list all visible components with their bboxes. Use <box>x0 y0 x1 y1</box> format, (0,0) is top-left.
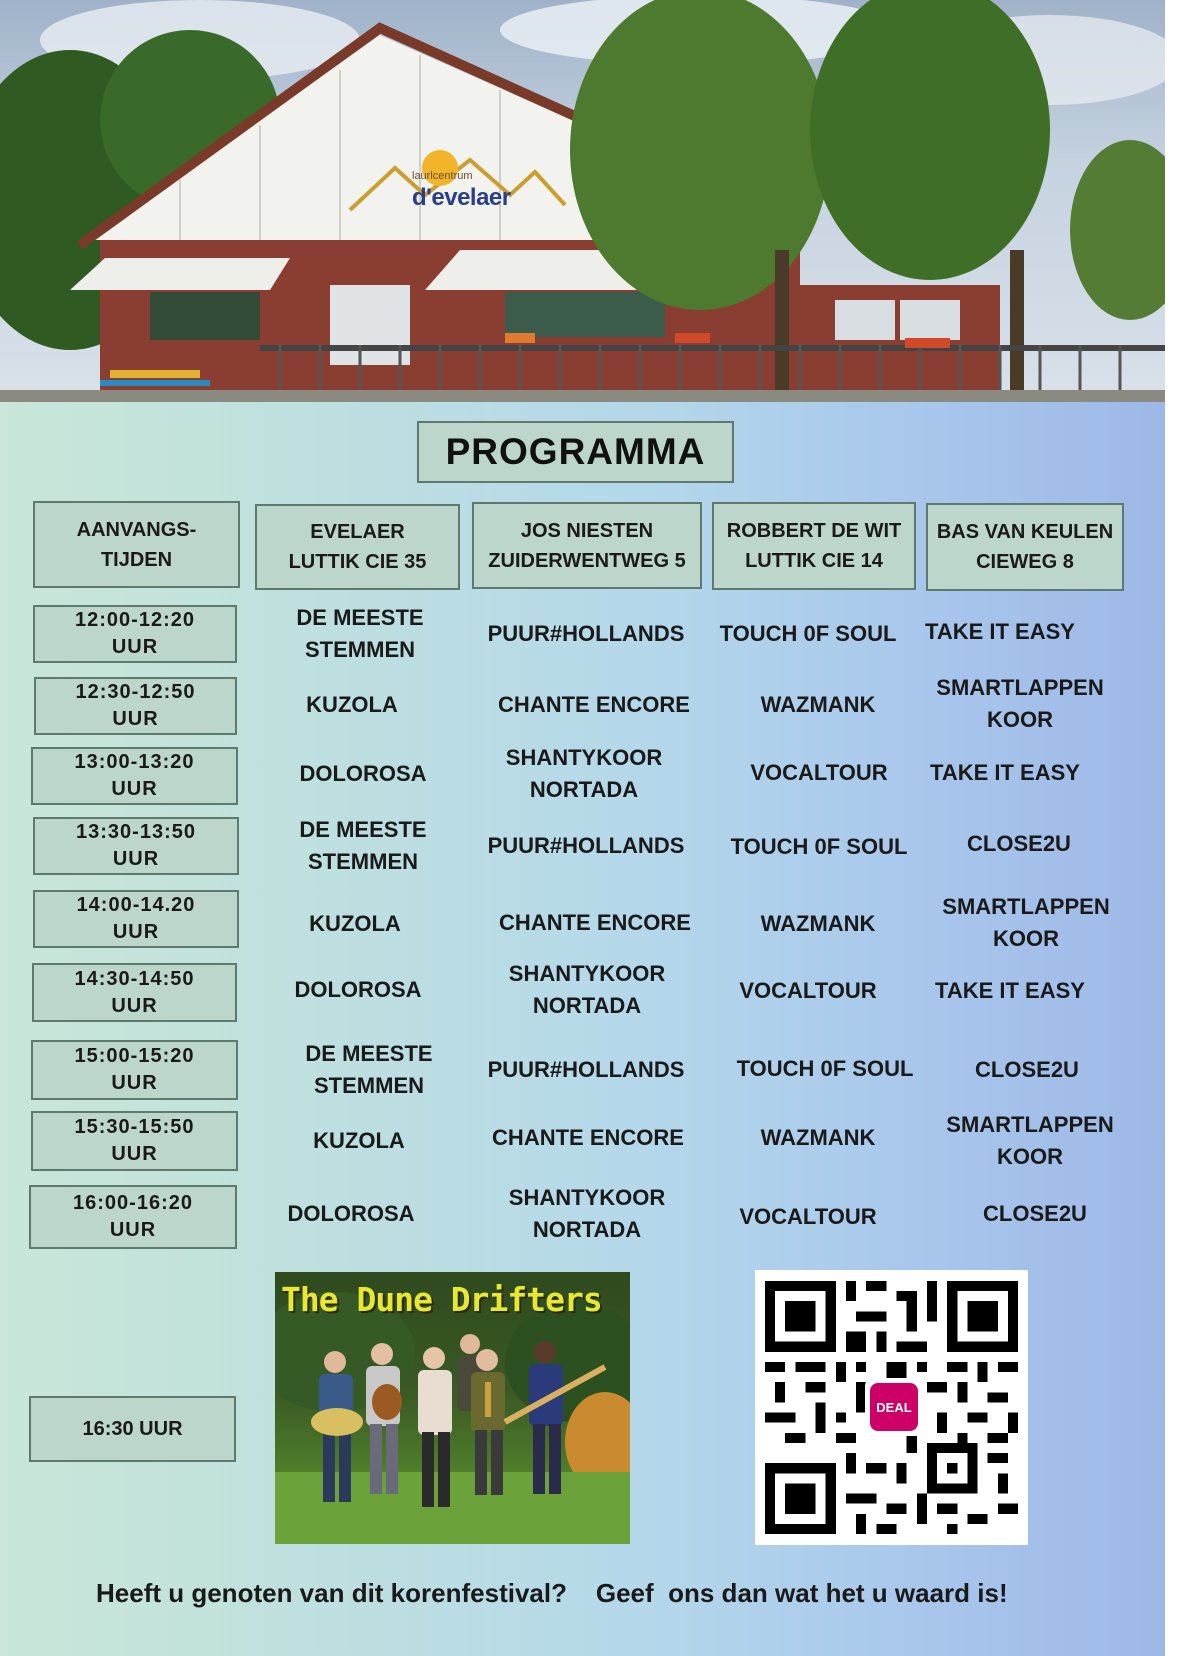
cell-line: VOCALTOUR <box>739 978 877 1003</box>
cell-line: CHANTE ENCORE <box>498 692 690 717</box>
schedule-cell <box>475 901 715 945</box>
finale-time: 16:30 UUR <box>82 1418 183 1440</box>
cell-line: KUZOLA <box>309 911 401 936</box>
header-line: ZUIDERWENTWEG 5 <box>488 549 686 572</box>
time-unit: UUR <box>111 636 159 658</box>
cell-line: SHANTYKOOR <box>508 961 666 986</box>
time-unit: UUR <box>111 778 158 800</box>
cell-line: STEMMEN <box>314 1073 424 1098</box>
cell-line: PUUR#HOLLANDS <box>487 1057 685 1082</box>
header-photo <box>0 0 1165 402</box>
schedule-cell <box>698 1116 938 1160</box>
cell-line: TAKE IT EASY <box>930 760 1080 785</box>
cell-line: SMARTLAPPEN <box>942 894 1110 919</box>
time-unit: UUR <box>112 921 160 943</box>
cell-line: KUZOLA <box>306 692 398 717</box>
logo-main-text: d'evelaer <box>412 184 511 211</box>
cell-line: DOLOROSA <box>299 761 427 786</box>
cell-line: PUUR#HOLLANDS <box>487 833 685 858</box>
cell-line: SMARTLAPPEN <box>936 675 1104 700</box>
time-slot <box>34 677 237 735</box>
schedule-cell <box>232 683 472 727</box>
time-range: 13:30-13:50 <box>76 821 196 843</box>
cell-line: WAZMANK <box>760 1125 876 1150</box>
time-range: 13:00-13:20 <box>74 751 195 773</box>
cell-line: KUZOLA <box>313 1128 405 1153</box>
schedule-cell <box>688 1195 928 1239</box>
schedule-cell <box>906 891 1146 955</box>
time-range: 15:30-15:50 <box>74 1116 195 1138</box>
cell-line: VOCALTOUR <box>750 760 888 785</box>
finale-time-box <box>29 1396 236 1462</box>
time-slot <box>31 1111 238 1171</box>
cell-line: CLOSE2U <box>967 831 1071 856</box>
header-line: LUTTIK CIE 35 <box>288 551 427 573</box>
cell-line: SHANTYKOOR <box>505 745 663 770</box>
cell-line: STEMMEN <box>305 637 415 662</box>
qr-code[interactable] <box>755 1270 1028 1545</box>
band-name: The Dune Drifters <box>281 1280 602 1319</box>
cell-line: TAKE IT EASY <box>925 619 1075 644</box>
cell-line: TOUCH 0F SOUL <box>719 621 897 646</box>
logo-small-text: laurlcentrum <box>412 170 473 182</box>
schedule-cell <box>235 902 475 946</box>
time-unit: UUR <box>111 1072 158 1094</box>
header-line: EVELAER <box>310 521 405 543</box>
schedule-cell <box>238 968 478 1012</box>
cell-line: TAKE IT EASY <box>935 978 1085 1003</box>
cell-line: SMARTLAPPEN <box>946 1112 1114 1137</box>
header-venue-bas-van-keulen <box>926 503 1124 591</box>
header-line: LUTTIK CIE 14 <box>745 550 883 572</box>
schedule-cell <box>467 1182 707 1246</box>
schedule-cell <box>698 902 938 946</box>
cell-line: CLOSE2U <box>983 1201 1087 1226</box>
schedule-cell <box>466 612 706 656</box>
time-range: 15:00-15:20 <box>74 1045 195 1067</box>
header-line: BAS VAN KEULEN <box>936 521 1114 543</box>
header-line: TIJDEN <box>100 548 173 571</box>
cell-line: NORTADA <box>532 1217 642 1242</box>
time-unit: UUR <box>109 1219 157 1241</box>
band-photo <box>275 1272 630 1544</box>
cell-line: CHANTE ENCORE <box>499 910 691 935</box>
cell-line: VOCALTOUR <box>739 1204 877 1229</box>
schedule-cell <box>249 1038 489 1102</box>
time-range: 14:00-14.20 <box>76 894 196 916</box>
building-illustration <box>0 0 1165 402</box>
schedule-cell <box>466 1048 706 1092</box>
header-venue-evelaer <box>255 504 460 590</box>
schedule-cell <box>910 1109 1150 1173</box>
time-range: 12:00-12:20 <box>75 609 195 631</box>
schedule-cell <box>464 742 704 806</box>
footer-text: Heeft u genoten van dit korenfestival? Geef ons dan wat het u waard is! <box>96 1578 1008 1608</box>
header-venue-robbert-de-wit <box>712 502 916 590</box>
header-line: CIEWEG 8 <box>976 551 1074 573</box>
cell-line: KOOR <box>997 1144 1063 1169</box>
schedule-cell <box>880 610 1120 654</box>
time-unit: UUR <box>111 1143 158 1165</box>
cell-line: SHANTYKOOR <box>508 1185 666 1210</box>
header-line: AANVANGS- <box>76 518 197 541</box>
schedule-cell <box>231 1192 471 1236</box>
time-slot <box>33 890 239 948</box>
time-slot <box>31 747 238 805</box>
cell-line: DOLOROSA <box>287 1201 415 1226</box>
schedule-cell <box>239 1119 479 1163</box>
header-venue-jos-niesten <box>472 502 702 589</box>
time-slot <box>29 1185 237 1249</box>
time-range: 16:00-16:20 <box>73 1192 193 1214</box>
schedule-cell <box>468 1116 708 1160</box>
schedule-cell <box>890 969 1130 1013</box>
cell-line: CLOSE2U <box>975 1057 1079 1082</box>
cell-line: KOOR <box>993 926 1059 951</box>
schedule-cell <box>243 814 483 878</box>
time-slot <box>31 1040 238 1100</box>
time-slot <box>32 963 237 1022</box>
cell-line: NORTADA <box>529 777 639 802</box>
header-line: ROBBERT DE WIT <box>726 520 902 542</box>
time-slot <box>33 817 239 875</box>
cell-line: NORTADA <box>532 993 642 1018</box>
ideal-badge <box>865 1378 923 1436</box>
schedule-cell <box>915 1192 1155 1236</box>
cell-line: TOUCH 0F SOUL <box>736 1056 914 1081</box>
schedule-cell <box>899 822 1139 866</box>
schedule-cell <box>885 751 1125 795</box>
header-start-times <box>33 501 240 588</box>
cell-line: WAZMANK <box>760 911 876 936</box>
cell-line: CHANTE ENCORE <box>492 1125 684 1150</box>
cell-line: PUUR#HOLLANDS <box>487 621 685 646</box>
time-range: 14:30-14:50 <box>74 967 195 990</box>
schedule-cell <box>240 602 480 666</box>
time-unit: UUR <box>112 848 160 870</box>
schedule-cell <box>467 958 707 1022</box>
schedule-cell <box>243 752 483 796</box>
cell-line: TOUCH 0F SOUL <box>730 834 908 859</box>
cell-line: STEMMEN <box>308 849 418 874</box>
cell-line: WAZMANK <box>760 692 876 717</box>
ideal-logo-icon: DEAL <box>870 1383 918 1431</box>
cell-line: DE MEESTE <box>296 605 424 630</box>
cell-line: DE MEESTE <box>299 817 427 842</box>
schedule-cell <box>474 683 714 727</box>
cell-line: DOLOROSA <box>294 977 422 1002</box>
schedule-cell <box>907 1048 1147 1092</box>
program-title: PROGRAMMA <box>417 421 734 483</box>
cell-line: KOOR <box>987 707 1053 732</box>
time-slot <box>33 605 237 663</box>
time-range: 12:30-12:50 <box>75 681 196 703</box>
time-unit: UUR <box>112 708 159 730</box>
time-unit: UUR <box>111 994 158 1017</box>
header-line: JOS NIESTEN <box>520 519 654 542</box>
cell-line: DE MEESTE <box>305 1041 433 1066</box>
schedule-cell <box>900 672 1140 736</box>
schedule-cell <box>466 824 706 868</box>
